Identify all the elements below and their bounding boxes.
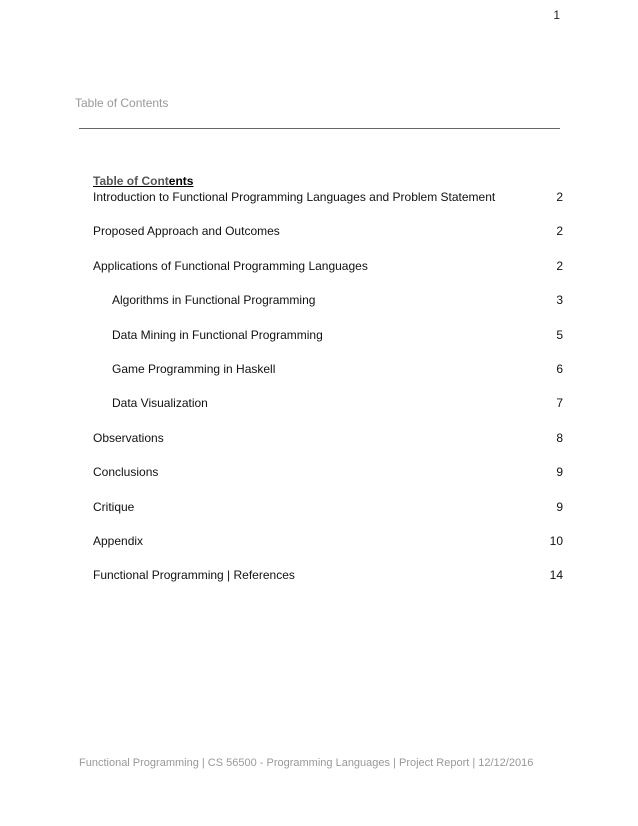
header-divider — [79, 128, 560, 129]
toc-heading-part-2: ents — [168, 174, 194, 188]
toc-subentry[interactable] — [93, 327, 563, 343]
toc-entry-title: Functional Programming | References — [93, 568, 295, 583]
toc-heading — [93, 173, 563, 189]
page-number: 1 — [553, 8, 560, 22]
running-footer: Functional Programming | CS 56500 - Programming Languages | Project Report | 12/12/2016 — [79, 757, 534, 769]
toc-entry-page: 2 — [556, 190, 563, 204]
toc-list — [93, 189, 563, 583]
toc-entry-page: 2 — [556, 258, 563, 273]
toc-entry-title: Algorithms in Functional Programming — [112, 293, 316, 308]
toc-heading-part-1: Table of Cont — [93, 174, 169, 188]
toc-entry-page: 8 — [556, 430, 563, 445]
toc-entry-page: 6 — [556, 361, 563, 376]
toc-entry-title: Proposed Approach and Outcomes — [93, 224, 280, 239]
toc-entry-page: 9 — [556, 499, 563, 514]
toc-entry[interactable] — [93, 567, 563, 583]
toc-entry-page: 2 — [556, 224, 563, 239]
toc-entry-page: 5 — [556, 327, 563, 342]
toc-entry-page: 9 — [556, 465, 563, 480]
table-of-contents — [93, 173, 563, 602]
toc-entry-page: 3 — [556, 293, 563, 308]
toc-entry[interactable] — [93, 464, 563, 480]
running-header-title: Table of Contents — [75, 96, 169, 110]
toc-entry-title: Appendix — [93, 533, 144, 548]
toc-subentry[interactable] — [93, 395, 563, 411]
toc-entry-title: Applications of Functional Programming Languages — [93, 258, 368, 273]
toc-entry[interactable] — [93, 499, 563, 515]
toc-entry[interactable] — [93, 258, 563, 274]
toc-entry-title: Observations — [93, 430, 164, 445]
toc-entry-title: Data Mining in Functional Programming — [112, 327, 323, 342]
toc-entry-title: Critique — [93, 499, 135, 514]
toc-subentry[interactable] — [93, 361, 563, 377]
toc-entry-title: Game Programming in Haskell — [112, 361, 276, 376]
toc-entry-title: Data Visualization — [112, 396, 208, 411]
toc-entry[interactable] — [93, 533, 563, 549]
toc-subentry[interactable] — [93, 292, 563, 308]
toc-entry-title: Introduction to Functional Programming Languages and Problem Statement — [93, 190, 496, 204]
toc-entry[interactable] — [93, 189, 563, 205]
toc-entry[interactable] — [93, 223, 563, 239]
toc-entry-page: 14 — [549, 568, 563, 583]
toc-entry-page: 7 — [556, 396, 563, 411]
toc-entry[interactable] — [93, 430, 563, 446]
toc-entry-page: 10 — [549, 533, 563, 548]
toc-entry-title: Conclusions — [93, 465, 159, 480]
